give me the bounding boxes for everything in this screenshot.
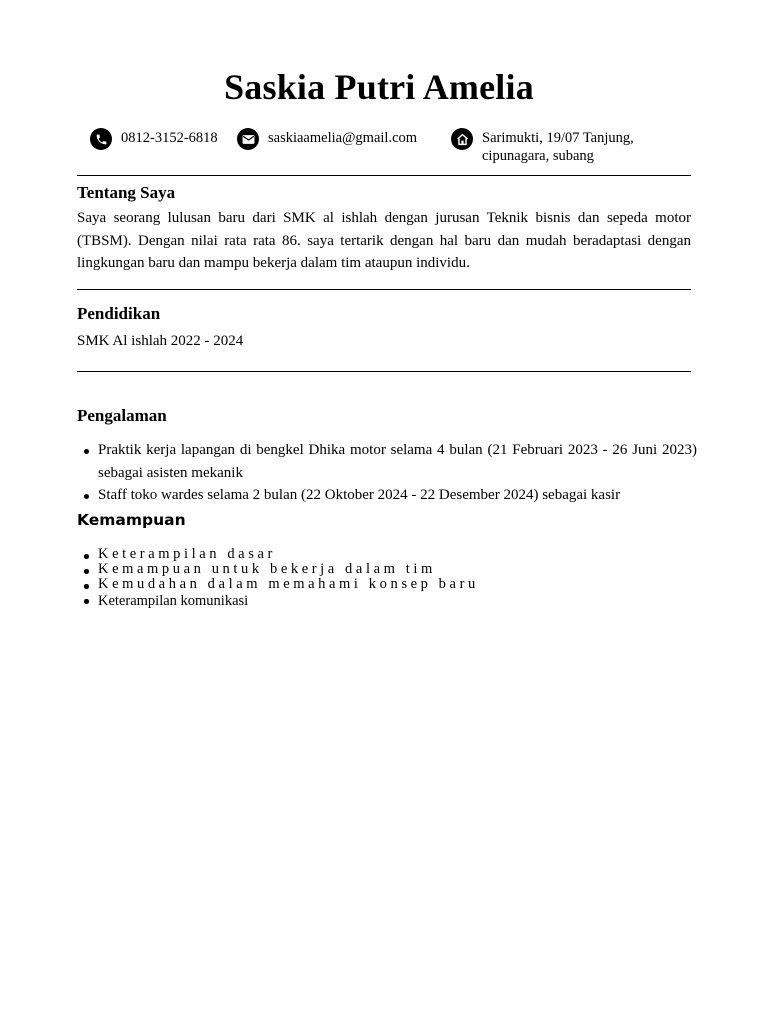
email-text: saskiaamelia@gmail.com	[268, 130, 418, 146]
education-text: SMK Al ishlah 2022 - 2024	[77, 333, 244, 349]
skills-list	[77, 547, 479, 610]
divider	[77, 371, 691, 372]
list-item: Kemudahan dalam memahami konsep baru	[77, 577, 479, 592]
home-icon	[451, 128, 473, 150]
contact-email	[237, 129, 417, 150]
address-line-1: Sarimukti, 19/07 Tanjung,	[482, 130, 634, 146]
experience-list	[77, 439, 697, 507]
experience-heading: Pengalaman	[77, 406, 167, 425]
divider	[77, 289, 691, 290]
address-line-2: cipunagara, subang	[482, 148, 594, 164]
email-icon	[237, 128, 259, 150]
divider	[77, 175, 691, 176]
about-text: Saya seorang lulusan baru dari SMK al ishlah dengan jurusan Teknik bisnis dan sepeda motor (TBSM). Dengan nilai rata rata 86. saya tertarik dengan hal baru dan mudah beradaptasi dengan lingkungan baru dan mampu bekerja dalam tim ataupun individu.	[77, 210, 691, 271]
list-item: Kemampuan untuk bekerja dalam tim	[77, 562, 479, 577]
list-item: Keterampilan komunikasi	[77, 592, 479, 610]
list-item: Staff toko wardes selama 2 bulan (22 Oktober 2024 - 22 Desember 2024) sebagai kasir	[77, 484, 697, 507]
skills-heading: Kemampuan	[77, 511, 186, 529]
phone-icon	[90, 128, 112, 150]
phone-text: 0812-3152-6818	[121, 130, 218, 146]
contact-address	[451, 129, 641, 165]
about-heading: Tentang Saya	[77, 183, 176, 202]
list-item: Keterampilan dasar	[77, 547, 479, 562]
education-heading: Pendidikan	[77, 304, 161, 323]
resume-name: Saskia Putri Amelia	[224, 67, 534, 107]
list-item: Praktik kerja lapangan di bengkel Dhika motor selama 4 bulan (21 Februari 2023 - 26 Juni 2023) sebagai asisten mekanik	[77, 439, 697, 484]
address-text	[482, 129, 634, 165]
contact-phone	[90, 129, 218, 150]
